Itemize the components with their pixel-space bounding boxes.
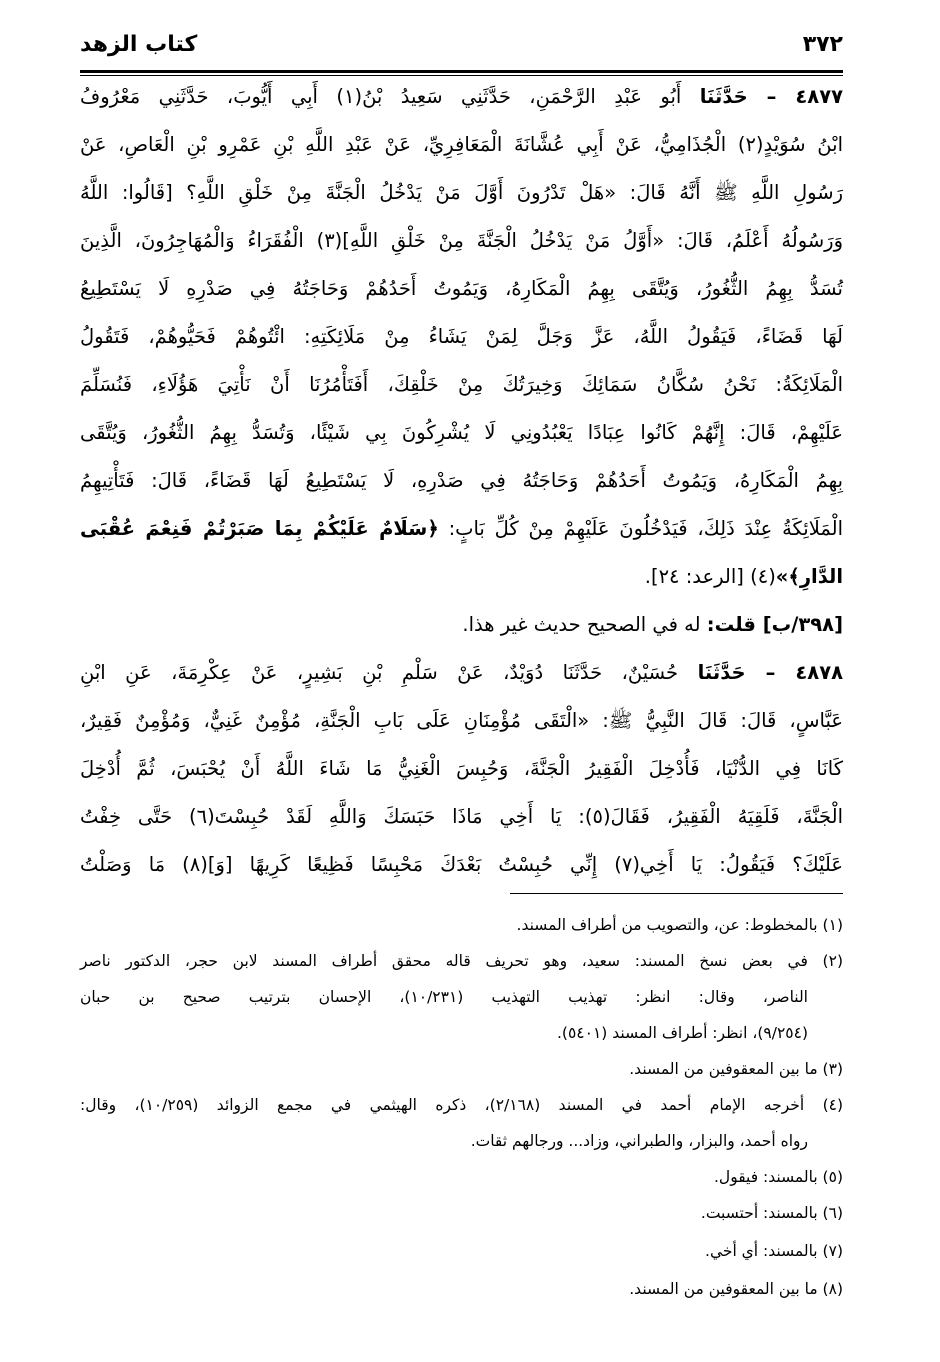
text-line: الْمَلَائِكَةُ: نَحْنُ سُكَّانُ سَمَائِكَ وَخِيرَتُكَ مِنْ خَلْقِكَ، أَفَتَأْمُرُنَا أَنْ نَأْتِيَ هَؤُلَاءِ، فَنُسَلِّمَ — [80, 373, 843, 396]
footnote: (٧) بالمسند: أي أخي. — [705, 1242, 843, 1260]
quran-verse-end: الدَّارِ﴾» — [775, 565, 843, 588]
footnote-continuation: (٩/٢٥٤)، انظر: أطراف المسند (٥٤٠١). — [556, 1024, 808, 1042]
footnote-continuation: رواه أحمد، والبزار، والطبراني، وزاد... ورجالهم ثقات. — [470, 1132, 808, 1150]
text-line: الْجَنَّةَ، فَلَقِيَهُ الْفَقِيرُ، فَقَالَ(٥): يَا أَخِي مَاذَا حَبَسَكَ وَاللَّهِ لَقَدْ حُبِسْتَ(٦) حَتَّى خِفْتُ — [80, 805, 844, 828]
footnote: (١) بالمخطوط: عن، والتصويب من أطراف المسند. — [516, 916, 843, 934]
header-rule-thin — [80, 75, 843, 76]
text-line: الْمَلَائِكَةُ عِنْدَ ذَلِكَ، فَيَدْخُلُونَ عَلَيْهِمْ مِنْ كُلِّ بَابٍ: ﴿سَلَامٌ عَلَيْكُمْ بِمَا صَبَرْتُمْ فَنِعْمَ عُقْبَى — [80, 517, 843, 540]
footnote-continuation: الناصر، وقال: انظر: تهذيب التهذيب (١٠/٢٣١)، الإحسان بترتيب صحيح بن حبان — [80, 988, 808, 1006]
text-line: لَهَا قَضَاءً، فَيَقُولُ اللَّهُ، عَزَّ وَجَلَّ لِمَنْ يَشَاءُ مِنْ مَلَائِكَتِهِ: ائْتُوهُمْ فَحَيُّوهُمْ، فَتَقُولُ — [80, 325, 843, 348]
footnote-separator — [510, 893, 843, 894]
text-line: عَلَيْهِمْ، قَالَ: إِنَّهُمْ كَانُوا عِبَادًا يَعْبُدُونِي لَا يُشْرِكُونَ بِي شَيْئًا، وَتُسَدُّ بِهِمُ الثُّغُورُ، وَيُتَّقَى — [80, 421, 843, 444]
hadith-number: ٤٨٧٧ – حَدَّثَنَا — [699, 85, 843, 108]
footnote: (٤) أخرجه الإمام أحمد في المسند (٢/١٦٨)، ذكره الهيثمي في مجمع الزوائد (١٠/٢٥٩)، وقال: — [80, 1096, 844, 1114]
hadith-number: ٤٨٧٨ – حَدَّثَنَا — [697, 661, 844, 684]
manuscript-ref: [٣٩٨/ب] قلت: — [706, 613, 843, 636]
text-line: ٤٨٧٨ – حَدَّثَنَا حُسَيْنٌ، حَدَّثَنَا دُوَيْدٌ، عَنْ سَلْمِ بْنِ بَشِيرٍ، عَنْ عِكْرِمَةَ، عَنِ ابْنِ — [80, 661, 844, 684]
footnote: (٥) بالمسند: فيقول. — [714, 1168, 843, 1186]
text-line: كَانَا فِي الدُّنْيَا، فَأُدْخِلَ الْفَقِيرُ الْجَنَّةَ، وَحُبِسَ الْغَنِيُّ مَا شَاءَ اللَّهُ أَنْ يُحْبَسَ، ثُمَّ أُدْخِلَ — [80, 757, 843, 780]
text-line: وَرَسُولُهُ أَعْلَمُ، قَالَ: «أَوَّلُ مَنْ يَدْخُلُ الْجَنَّةَ مِنْ خَلْقِ اللَّهِ](٣) الْفُقَرَاءُ وَالْمُهَاجِرُونَ، الَّذِينَ — [80, 229, 843, 252]
header-rule — [80, 70, 843, 73]
text-line: بِهِمُ الْمَكَارِهُ، وَيَمُوتُ أَحَدُهُمْ وَحَاجَتُهُ فِي صَدْرِهِ، لَا يَسْتَطِيعُ لَهَا قَضَاءً، قَالَ: فَتَأْتِيهِمُ — [80, 469, 843, 492]
footnote: (٦) بالمسند: أحتسبت. — [700, 1204, 843, 1222]
text-line: [٣٩٨/ب] قلت: له في الصحيح حديث غير هذا. — [462, 613, 843, 636]
text-line: الدَّارِ﴾»(٤) [الرعد: ٢٤]. — [644, 565, 843, 588]
text-line: عَبَّاسٍ، قَالَ: قَالَ النَّبِيُّ ﷺ: «الْتَقَى مُؤْمِنَانِ عَلَى بَابِ الْجَنَّةِ، مُؤْمِنٌ غَنِيٌّ، وَمُؤْمِنٌ فَقِيرٌ، — [80, 709, 843, 732]
footnote: (٣) ما بين المعقوفين من المسند. — [629, 1060, 843, 1078]
footnote: (٢) في بعض نسخ المسند: سعيد، وهو تحريف قاله محقق أطراف المسند لابن حجر، الدكتور ناصر — [80, 952, 843, 970]
text-line: رَسُولِ اللَّهِ ﷺ أَنَّهُ قَالَ: «هَلْ تَدْرُونَ أَوَّلَ مَنْ يَدْخُلُ الْجَنَّةَ مِنْ خَلْقِ اللَّهِ؟ [قَالُوا: اللَّهُ — [80, 181, 843, 204]
text-line: عَلَيْكَ؟ فَيَقُولُ: يَا أَخِي(٧) إِنِّي حُبِسْتُ بَعْدَكَ مَحْبِسًا فَظِيعًا كَرِيهًا [وَ](٨) مَا وَصَلْتُ — [80, 853, 843, 876]
text-line: ٤٨٧٧ – حَدَّثَنَا أَبُو عَبْدِ الرَّحْمَنِ، حَدَّثَنِي سَعِيدُ بْنُ(١) أَبِي أَيُّوبَ، حَدَّثَنِي مَعْرُوفُ — [80, 85, 843, 108]
text-line: ابْنُ سُوَيْدٍ(٢) الْجُذَامِيُّ، عَنْ أَبِي عُشَّانَةَ الْمَعَافِرِيِّ، عَنْ عَبْدِ اللَّهِ بْنِ عَمْرِو بْنِ الْعَاصِ، عَنْ — [80, 133, 843, 156]
footnote: (٨) ما بين المعقوفين من المسند. — [629, 1280, 843, 1298]
text-line: تُسَدُّ بِهِمُ الثُّغُورُ، وَيُتَّقَى بِهِمُ الْمَكَارِهُ، وَيَمُوتُ أَحَدُهُمْ وَحَاجَتُهُ فِي صَدْرِهِ لَا يَسْتَطِيعُ — [80, 277, 843, 300]
book-title: كتاب الزهد — [80, 32, 198, 57]
page-number: ٣٧٢ — [802, 32, 843, 57]
quran-verse: ﴿سَلَامٌ عَلَيْكُمْ بِمَا صَبَرْتُمْ فَنِعْمَ عُقْبَى — [80, 517, 439, 540]
